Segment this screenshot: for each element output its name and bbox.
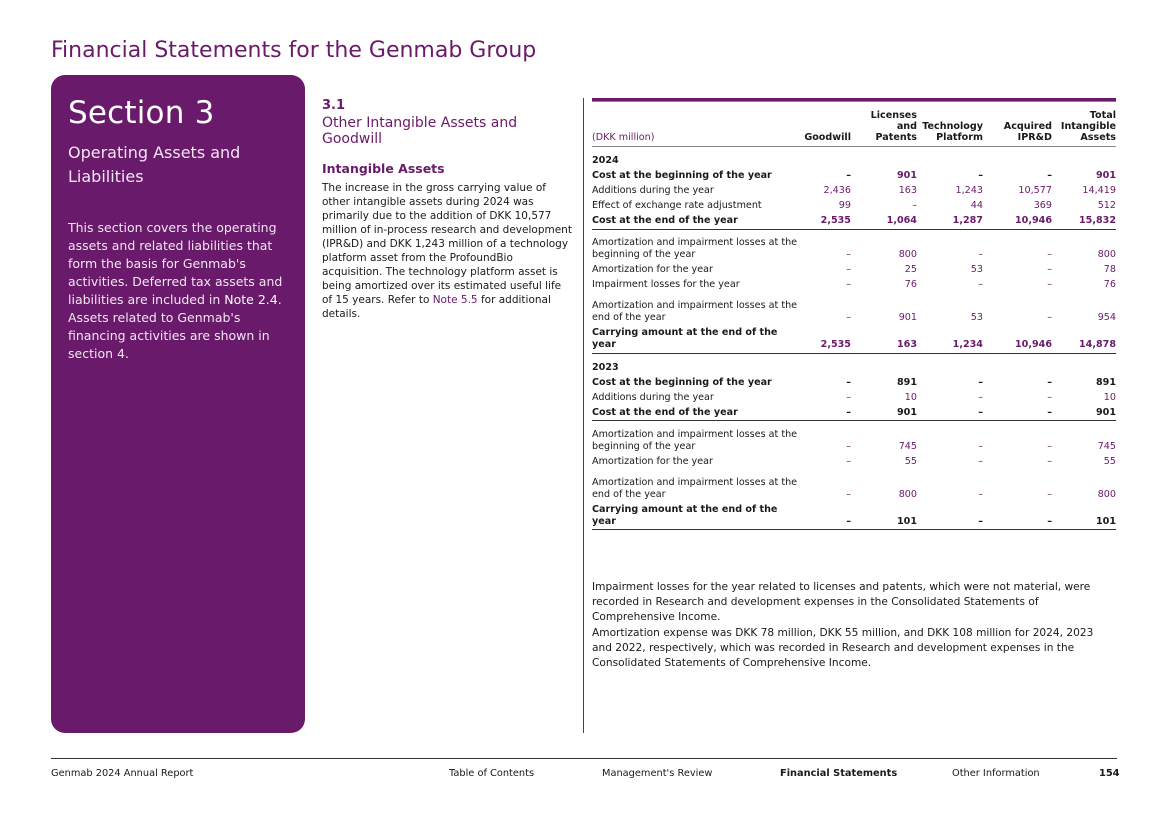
section-desc-part-a: This section covers the operating assets and related liabilities that form the basis for Genmab's activities. Deferred tax assets and liabilities are included in: [68, 220, 283, 307]
table-cell: –: [846, 376, 851, 388]
table-cell: –: [978, 455, 983, 467]
table-cell: –: [1047, 170, 1052, 181]
table-cell: 901: [1095, 170, 1116, 181]
table-cell: –: [1047, 376, 1052, 388]
table-cell: –: [978, 440, 983, 452]
table-cell: 901: [851, 405, 917, 421]
col-licenses-patents: Licenses and Patents: [851, 102, 917, 147]
footer-divider: [51, 758, 1117, 759]
table-cell: 1,064: [851, 214, 917, 230]
table-cell: –: [846, 488, 851, 500]
col-technology-platform: Technology Platform: [917, 102, 983, 147]
table-cell: –: [846, 170, 851, 181]
table-cell: 369: [1033, 200, 1052, 211]
table-cell: 745: [1097, 440, 1116, 452]
table-cell: 78: [1103, 264, 1116, 275]
table-cell: 55: [904, 455, 917, 467]
table-cell: –: [1047, 391, 1052, 403]
table-cell: –: [917, 502, 983, 530]
row-label-line2: beginning of the year: [592, 440, 696, 452]
row-label: [592, 236, 799, 263]
table-cell: 1,287: [917, 214, 983, 230]
table-cell: 101: [1052, 502, 1116, 530]
table-cell: 15,832: [1052, 214, 1116, 230]
table-row: [592, 454, 1116, 469]
table-cell: 99: [838, 200, 851, 211]
table-cell: –: [917, 405, 983, 421]
table-cell: –: [1047, 279, 1052, 290]
table-cell: –: [1047, 249, 1052, 260]
intangible-assets-table: [592, 98, 1116, 530]
col-total-intangible: Total Intangible Assets: [1052, 102, 1116, 147]
table-cell: –: [978, 170, 983, 181]
table-cell: –: [978, 391, 983, 403]
table-cell: 800: [898, 249, 917, 260]
table-cell: –: [799, 502, 851, 530]
note-column: [322, 98, 574, 321]
table-cell: 800: [898, 488, 917, 500]
table-row: [592, 214, 1116, 230]
row-label: [592, 427, 799, 454]
table-cell: –: [846, 312, 851, 323]
table-cell: 891: [896, 376, 917, 388]
row-label: Cost at the end of the year: [592, 405, 799, 421]
table-cell: 10: [1103, 391, 1116, 403]
row-label: Additions during the year: [592, 185, 714, 196]
row-label: 2024: [592, 155, 619, 166]
table-cell: –: [846, 264, 851, 275]
table-cell: 901: [898, 312, 917, 323]
section-subtitle: [68, 141, 288, 189]
table-cell: 101: [851, 502, 917, 530]
note-body-part-a: The increase in the gross carrying value of other intangible assets during 2024 was primarily due to the addition of DKK 10,577 million of in-process research and development (IPR&D) and DKK 1,243 million of a technology platform asset from the ProfoundBio acquisition. The technology platform asset is being amortized over its estimated useful life of 15 years. Refer to: [322, 182, 572, 306]
table-row: [592, 427, 1116, 454]
table-cell: 76: [1103, 279, 1116, 290]
table-cell: –: [1047, 440, 1052, 452]
note-2-4-link[interactable]: Note 2.4: [224, 292, 278, 307]
table-row: [592, 405, 1116, 421]
table-cell: 44: [970, 200, 983, 211]
section-desc-part-b: . Assets related to Genmab's financing activities are shown in section 4.: [68, 292, 282, 361]
section-panel: [51, 75, 305, 733]
row-label-line1: Amortization and impairment losses at the: [592, 476, 798, 488]
table-cell: 53: [970, 312, 983, 323]
footer-nav-toc[interactable]: Table of Contents: [449, 768, 535, 779]
row-label: Cost at the beginning of the year: [592, 376, 772, 388]
table-row: [592, 236, 1116, 263]
table-cell: 1,234: [917, 326, 983, 354]
section-description: [68, 219, 288, 363]
row-label-line2: beginning of the year: [592, 249, 696, 260]
table-row: [592, 278, 1116, 293]
table-cell: 10: [904, 391, 917, 403]
table-cell: 163: [898, 185, 917, 196]
table-cell: –: [1047, 312, 1052, 323]
table-cell: 55: [1103, 455, 1116, 467]
row-label-line1: Amortization and impairment losses at the: [592, 237, 798, 248]
note-number: 3.1: [322, 98, 346, 113]
table-cell: 10,577: [1018, 185, 1052, 196]
table-cell: 25: [904, 264, 917, 275]
table-cell: –: [912, 200, 917, 211]
table-cell: 891: [1095, 376, 1116, 388]
table-cell: 2,436: [823, 185, 851, 196]
table-cell: 53: [970, 264, 983, 275]
table-cell: –: [846, 391, 851, 403]
note-5-5-link[interactable]: Note 5.5: [432, 294, 478, 306]
row-label: 2023: [592, 361, 619, 373]
footer-nav-other-information[interactable]: Other Information: [952, 768, 1040, 779]
table-cell: 800: [1097, 249, 1116, 260]
row-label: [592, 299, 799, 326]
footer-nav-management-review[interactable]: Management's Review: [602, 768, 713, 779]
row-label: Amortization for the year: [592, 264, 713, 275]
page-title: Financial Statements for the Genmab Group: [51, 38, 537, 63]
row-label: Carrying amount at the end of the year: [592, 326, 799, 354]
impairment-paragraph: Impairment losses for the year related to licenses and patents, which were not material, were recorded in Research and development expenses in the Consolidated Statements of Comprehensive Income.: [592, 581, 1091, 623]
table-cell: 901: [1052, 405, 1116, 421]
table-row: [592, 169, 1116, 184]
table-row: [592, 199, 1116, 214]
section-subtitle-line1: Operating Assets and: [68, 143, 241, 162]
intangible-assets-table-wrap: [592, 98, 1116, 530]
table-cell: –: [978, 249, 983, 260]
table-cell: 163: [851, 326, 917, 354]
row-label-line2: end of the year: [592, 488, 666, 500]
row-label: Cost at the beginning of the year: [592, 170, 772, 181]
table-row: [592, 390, 1116, 405]
table-cell: –: [846, 440, 851, 452]
footer-nav-financial-statements[interactable]: Financial Statements: [780, 768, 898, 779]
table-cell: –: [983, 405, 1052, 421]
amortization-paragraph: Amortization expense was DKK 78 million, DKK 55 million, and DKK 108 million for 2024, 2023 and 2022, respectively, which was recorded in Research and development expenses in the Consolidated Statements of Comprehensive Income.: [592, 627, 1094, 669]
page-number: 154: [1099, 768, 1120, 779]
table-cell: 14,878: [1052, 326, 1116, 354]
intangible-assets-heading: Intangible Assets: [322, 161, 445, 176]
table-cell: 512: [1097, 200, 1116, 211]
table-cell: 2,535: [799, 326, 851, 354]
note-body: [322, 181, 574, 321]
unit-label: (DKK million): [592, 102, 799, 147]
table-cell: –: [1047, 488, 1052, 500]
table-cell: 954: [1097, 312, 1116, 323]
table-cell: –: [799, 405, 851, 421]
table-row: [592, 263, 1116, 278]
table-cell: –: [846, 279, 851, 290]
row-label-line1: Amortization and impairment losses at the: [592, 300, 798, 311]
col-acquired-iprd: Acquired IPR&D: [983, 102, 1052, 147]
table-cell: –: [846, 249, 851, 260]
table-cell: 1,243: [955, 185, 983, 196]
row-label-line2: end of the year: [592, 312, 666, 323]
row-label: Additions during the year: [592, 391, 714, 403]
table-row: [592, 502, 1116, 530]
row-label: Cost at the end of the year: [592, 214, 799, 230]
table-cell: 10,946: [983, 214, 1052, 230]
note-title: Other Intangible Assets and Goodwill: [322, 115, 518, 147]
table-cell: 2,535: [799, 214, 851, 230]
table-row: [592, 299, 1116, 326]
table-cell: 800: [1097, 488, 1116, 500]
footer-report-name: Genmab 2024 Annual Report: [51, 768, 194, 779]
table-cell: –: [978, 376, 983, 388]
table-header-row: [592, 102, 1116, 147]
row-label: [592, 475, 799, 502]
table-cell: –: [978, 279, 983, 290]
col-goodwill: Goodwill: [799, 102, 851, 147]
table-cell: –: [846, 455, 851, 467]
table-row: [592, 184, 1116, 199]
table-cell: –: [978, 488, 983, 500]
table-cell: 10,946: [983, 326, 1052, 354]
column-divider: [583, 98, 584, 733]
row-label-line1: Amortization and impairment losses at the: [592, 428, 798, 440]
table-cell: –: [1047, 264, 1052, 275]
table-row: [592, 475, 1116, 502]
table-cell: 14,419: [1082, 185, 1116, 196]
table-cell: 745: [898, 440, 917, 452]
row-label: Effect of exchange rate adjustment: [592, 200, 762, 211]
section-title: Section 3: [68, 95, 215, 131]
table-row: [592, 326, 1116, 354]
table-cell: –: [1047, 455, 1052, 467]
table-cell: –: [983, 502, 1052, 530]
row-label: Amortization for the year: [592, 455, 713, 467]
row-label: Impairment losses for the year: [592, 279, 740, 290]
row-label: Carrying amount at the end of the year: [592, 502, 799, 530]
note-body-part-b: for additional details.: [322, 294, 551, 320]
table-row: [592, 353, 1116, 375]
table-cell: 76: [904, 279, 917, 290]
table-row: [592, 375, 1116, 390]
section-subtitle-line2: Liabilities: [68, 167, 144, 186]
table-cell: 901: [896, 170, 917, 181]
table-row: [592, 147, 1116, 169]
